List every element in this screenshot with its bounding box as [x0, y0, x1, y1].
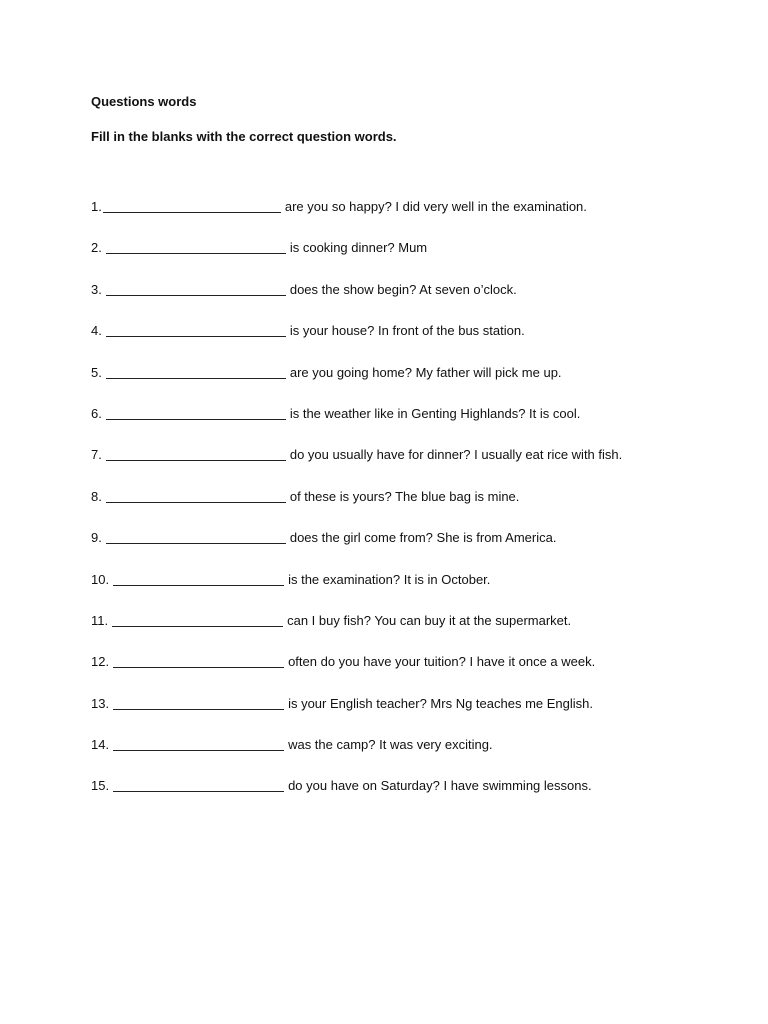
answer-blank[interactable]	[106, 322, 286, 337]
answer-blank[interactable]	[112, 612, 283, 627]
question-text: was the camp? It was very exciting.	[288, 737, 493, 753]
question-item	[91, 446, 731, 487]
question-text: is the weather like in Genting Highlands? It is cool.	[289, 405, 581, 421]
question-number: 3.	[91, 281, 102, 297]
question-number: 15.	[91, 778, 110, 794]
answer-blank[interactable]	[106, 446, 286, 461]
question-item	[91, 364, 731, 405]
question-item	[91, 777, 731, 818]
question-number: 13.	[91, 695, 110, 711]
question-item	[91, 198, 731, 239]
question-text: do you usually have for dinner? I usually eat rice with fish.	[289, 447, 623, 463]
question-number: 9.	[91, 530, 102, 546]
answer-blank[interactable]	[106, 239, 286, 254]
question-number: 2.	[91, 240, 102, 256]
question-text: do you have on Saturday? I have swimming lessons.	[288, 778, 592, 794]
answer-blank[interactable]	[106, 529, 286, 544]
question-text: is the examination? It is in October.	[288, 571, 491, 587]
question-item	[91, 322, 731, 363]
question-text: of these is yours? The blue bag is mine.	[289, 488, 520, 504]
question-number: 1.	[91, 199, 102, 214]
worksheet-instruction: Fill in the blanks with the correct question words.	[91, 129, 397, 144]
question-number: 12.	[91, 654, 110, 670]
question-text: does the show begin? At seven o’clock.	[289, 281, 517, 297]
question-item	[91, 405, 731, 446]
question-item	[91, 529, 731, 570]
question-text: is your English teacher? Mrs Ng teaches me English.	[288, 695, 593, 711]
question-text: can I buy fish? You can buy it at the supermarket.	[287, 612, 572, 628]
question-item	[91, 653, 731, 694]
answer-blank[interactable]	[113, 695, 284, 710]
answer-blank[interactable]	[113, 571, 284, 586]
question-number: 14.	[91, 737, 110, 753]
question-item	[91, 488, 731, 529]
question-number: 11.	[91, 612, 109, 628]
answer-blank[interactable]	[113, 653, 284, 668]
question-number: 10.	[91, 571, 110, 587]
question-text: is your house? In front of the bus station.	[289, 323, 525, 339]
question-number: 5.	[91, 364, 102, 380]
question-item	[91, 239, 731, 280]
question-item	[91, 695, 731, 736]
question-item	[91, 571, 731, 612]
question-number: 6.	[91, 405, 102, 421]
answer-blank[interactable]	[106, 405, 286, 420]
question-text: often do you have your tuition? I have it once a week.	[288, 654, 596, 670]
answer-blank[interactable]	[103, 198, 281, 213]
worksheet-title: Questions words	[91, 94, 197, 109]
question-item	[91, 736, 731, 777]
answer-blank[interactable]	[106, 364, 286, 379]
question-number: 8.	[91, 488, 102, 504]
question-text: does the girl come from? She is from America.	[289, 530, 557, 546]
question-item	[91, 612, 731, 653]
question-text: are you going home? My father will pick me up.	[289, 364, 562, 380]
question-text: is cooking dinner? Mum	[289, 240, 428, 256]
answer-blank[interactable]	[113, 736, 284, 751]
question-list	[91, 198, 731, 819]
question-text: are you so happy? I did very well in the examination.	[284, 199, 587, 214]
answer-blank[interactable]	[106, 488, 286, 503]
question-number: 4.	[91, 323, 102, 339]
question-item	[91, 281, 731, 322]
answer-blank[interactable]	[106, 281, 286, 296]
question-number: 7.	[91, 447, 102, 463]
answer-blank[interactable]	[113, 777, 284, 792]
